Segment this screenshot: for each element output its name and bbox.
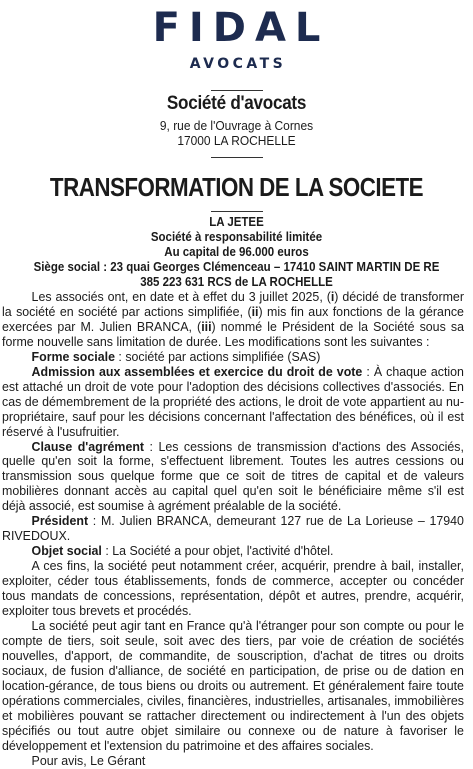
logo-wordmark: FIDAL [152, 5, 330, 51]
company-header [19, 215, 454, 290]
address-line-1: 9, rue de l'Ouvrage à Cornes [159, 118, 314, 133]
company-form: Société à responsabilité limitée [150, 230, 323, 244]
objet-paragraph: Objet social : La Société a pour objet, l'activité d'hôtel. [31, 544, 334, 559]
address-line-2: 17000 LA ROCHELLE [177, 133, 296, 148]
notice-body [0, 290, 473, 769]
divider [211, 157, 263, 158]
company-seat: Siège social : 23 quai Georges Clémenceau – 17410 SAINT MARTIN DE RE [33, 260, 440, 274]
fins-paragraph: A ces fins, la société peut notamment créer, acquérir, prendre à bail, installer, exploiter, céder tous établissements, fonds de commerce, accepter ou concéder tous mandats de concessions, représentation, dépôt et autres, prendre, acquérir, exploiter tous brevets et procédés. [2, 559, 464, 619]
company-capital: Au capital de 96.000 euros [164, 245, 309, 259]
cabinet-title: Société d'avocats [166, 93, 307, 114]
fidal-logo [0, 0, 473, 72]
divider [211, 90, 263, 91]
agrement-paragraph: Clause d'agrément : Les cessions de transmission d'actions des Associés, quelle qu'en soit la forme, s'effectuent librement. Toutes les autres cessions ou transmission sous quelque forme que ce soit de titres de capital et de valeurs mobilières donnant accès au capital quel qu'en soit le bénéficiaire même s'il est déjà associé, est soumise à agrément préalable de la société. [2, 439, 464, 514]
intro-paragraph: Les associés ont, en date et à effet du 3 juillet 2025, (i) décidé de transformer la société en société par actions simplifiée, (ii) mis fin aux fonctions de la gérance exercées par M. Julien BRANCA, (iii) nommé le Président de la Société sous sa forme nouvelle sans limitation de durée. Les modifications sont les suivantes : [2, 290, 464, 349]
signature: Pour avis, Le Gérant [31, 753, 146, 768]
president-paragraph: Président : M. Julien BRANCA, demeurant 127 rue de La Lorieuse – 17940 RIVEDOUX. [2, 514, 464, 544]
company-rcs: 385 223 631 RCS de LA ROCHELLE [140, 275, 333, 289]
forme-paragraph: Forme sociale : société par actions simplifiée (SAS) [31, 349, 321, 364]
logo-subtitle: AVOCATS [189, 56, 287, 72]
company-name: LA JETEE [209, 215, 264, 229]
agir-paragraph: La société peut agir tant en France qu'à l'étranger pour son compte ou pour le compte de tiers, soit seule, soit avec des tiers, par voie de création de sociétés nouvelles, d'apport, de commandite, de souscription, d'achat de titres ou droits sociaux, de fusion d'alliance, de société en participation, de prise ou de dation en location-gérance, de tous biens ou droits ou autrement. Et généralement faire toute opérations commerciales, civiles, financières, industrielles, artisanales, immobilières et mobilières pouvant se rattacher directement ou indirectement à l'un des objets spécifiés ou tout autre objet similaire ou connexe ou de nature à favoriser le développement et l'extension du patrimoine et des affaires sociales. [2, 618, 464, 753]
cabinet-address [19, 118, 454, 148]
notice-title: TRANSFORMATION DE LA SOCIETE [49, 172, 424, 202]
admission-paragraph: Admission aux assemblées et exercice du droit de vote : À chaque action est attaché un droit de vote pour l'adoption des décisions collectives d'associés. En cas de démembrement de la propriété des actions, le droit de vote appartient au nu-propriétaire, sauf pour les décisions concernant l'affectation des bénéfices, où il est réservé à l'usufruitier. [2, 364, 464, 439]
divider [211, 211, 263, 212]
